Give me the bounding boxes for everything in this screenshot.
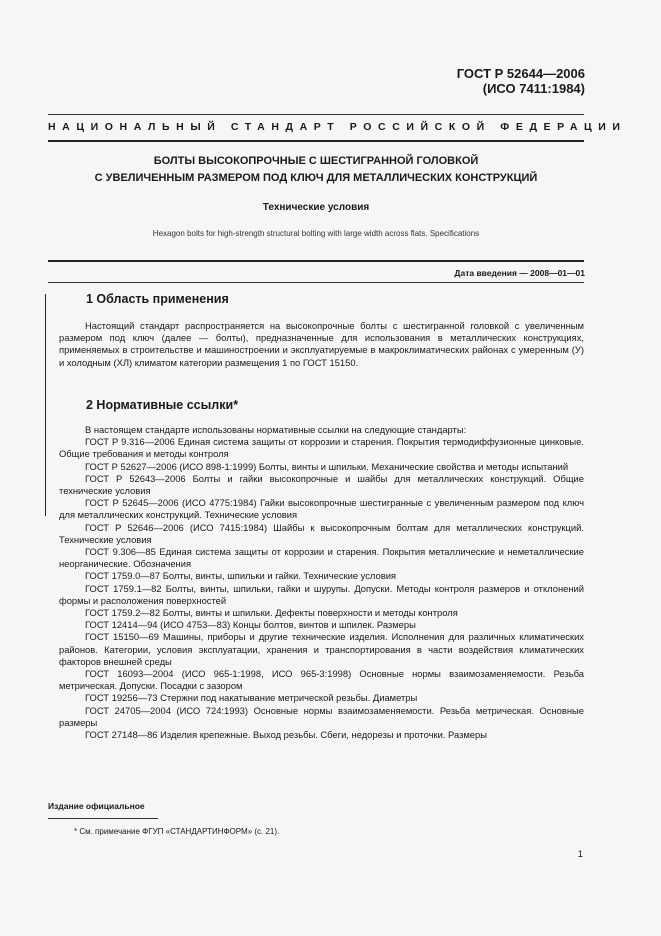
change-marker-bar (45, 294, 46, 516)
reference-item: ГОСТ 1759.2—82 Болты, винты и шпильки. Дефекты поверхности и методы контроля (85, 607, 458, 619)
document-title (48, 153, 584, 187)
reference-item: ГОСТ Р 52643—2006 Болты и гайки высокопрочные и шайбы для металлических конструкций. Общие технические условия (59, 472, 584, 497)
national-standard-title: НАЦИОНАЛЬНЫЙ СТАНДАРТ РОССИЙСКОЙ ФЕДЕРАЦИИ (48, 121, 627, 133)
standard-id (457, 66, 585, 96)
section-1-heading: 1 Область применения (86, 292, 229, 306)
iso-number: (ИСО 7411:1984) (482, 81, 585, 96)
date-rule (48, 260, 584, 262)
reference-item: ГОСТ 9.306—85 Единая система защиты от коррозии и старения. Покрытия металлические и неметаллические неорганические. Обозначения (59, 546, 584, 570)
introduction-date: Дата введения — 2008—01—01 (454, 268, 585, 278)
title-line-1: БОЛТЫ ВЫСОКОПРОЧНЫЕ С ШЕСТИГРАННОЙ ГОЛОВКОЙ (153, 155, 479, 167)
page-number: 1 (577, 849, 583, 860)
section-1-body (59, 320, 584, 369)
title-line-2: С УВЕЛИЧЕННЫМ РАЗМЕРОМ ПОД КЛЮЧ ДЛЯ МЕТАЛЛИЧЕСКИХ КОНСТРУКЦИЙ (94, 172, 538, 184)
reference-item: ГОСТ 27148—86 Изделия крепежные. Выход резьбы. Сбеги, недорезы и проточки. Размеры (85, 729, 487, 741)
section-1-paragraph: Настоящий стандарт распространяется на высокопрочные болты с шестигранной головкой с увеличенным размером под ключ (далее — болты), предназначенные для использования в металлических конструкциях, применяемых в строительстве и машиностроении и эксплуатируемые в макроклиматических районах с умеренным (У) и холодным (ХЛ) климатом категории размещения 1 по ГОСТ 15150. (59, 320, 584, 368)
reference-item: ГОСТ 19256—73 Стержни под накатывание метрической резьбы. Диаметры (85, 692, 418, 704)
reference-item: ГОСТ 1759.1—82 Болты, винты, шпильки, гайки и шурупы. Допуски. Методы контроля размеров и отклонений формы и расположения поверхностей (59, 582, 584, 606)
reference-item: ГОСТ Р 52645—2006 (ИСО 4775:1984) Гайки высокопрочные шестигранные с увеличенным размером под ключ для металлических конструкций. Технические условия (59, 497, 584, 521)
date-bottom-rule (48, 282, 584, 283)
top-rule (48, 114, 584, 115)
reference-item: ГОСТ Р 52627—2006 (ИСО 898-1:1999) Болты, винты и шпильки. Механические свойства и методы испытаний (85, 460, 569, 472)
section-2-body (59, 424, 584, 741)
reference-item: ГОСТ 24705—2004 (ИСО 724:1993) Основные нормы взаимозаменяемости. Резьба метрическая. Основные размеры (59, 704, 584, 728)
reference-item: ГОСТ 16093—2004 (ИСО 965-1:1998, ИСО 965-3:1998) Основные нормы взаимозаменяемости. Резьба метрическая. Допуски. Посадки с зазором (59, 668, 584, 692)
reference-item: ГОСТ Р 9.316—2006 Единая система защиты от коррозии и старения. Покрытия термодиффузионные цинковые. Общие требования и методы контроля (59, 436, 584, 460)
standard-number: ГОСТ Р 52644—2006 (456, 66, 585, 81)
section-2-intro: В настоящем стандарте использованы нормативные ссылки на следующие стандарты: (85, 424, 467, 435)
reference-item: ГОСТ Р 52646—2006 (ИСО 7415:1984) Шайбы к высокопрочным болтам для металлических конструкций. Технические условия (59, 521, 584, 545)
english-title: Hexagon bolts for high-strength structural bolting with large width across flats. Specifications (152, 229, 480, 238)
footnote: * См. примечание ФГУП «СТАНДАРТИНФОРМ» (с. 21). (74, 827, 280, 836)
reference-item: ГОСТ 15150—69 Машины, приборы и другие технические изделия. Исполнения для различных климатических районов. Категории, условия эксплуатации, хранения и транспортирования в части воздействия климатических факторов внешней среды (59, 631, 584, 667)
document-subtitle: Технические условия (262, 202, 370, 213)
reference-item: ГОСТ 12414—94 (ИСО 4753—83) Концы болтов, винтов и шпилек. Размеры (85, 619, 416, 631)
title-rule (48, 140, 584, 142)
reference-item: ГОСТ 1759.0—87 Болты, винты, шпильки и гайки. Технические условия (85, 570, 397, 582)
footnote-rule (48, 818, 158, 819)
section-2-heading: 2 Нормативные ссылки* (86, 398, 239, 412)
official-edition-label: Издание официальное (48, 801, 145, 811)
